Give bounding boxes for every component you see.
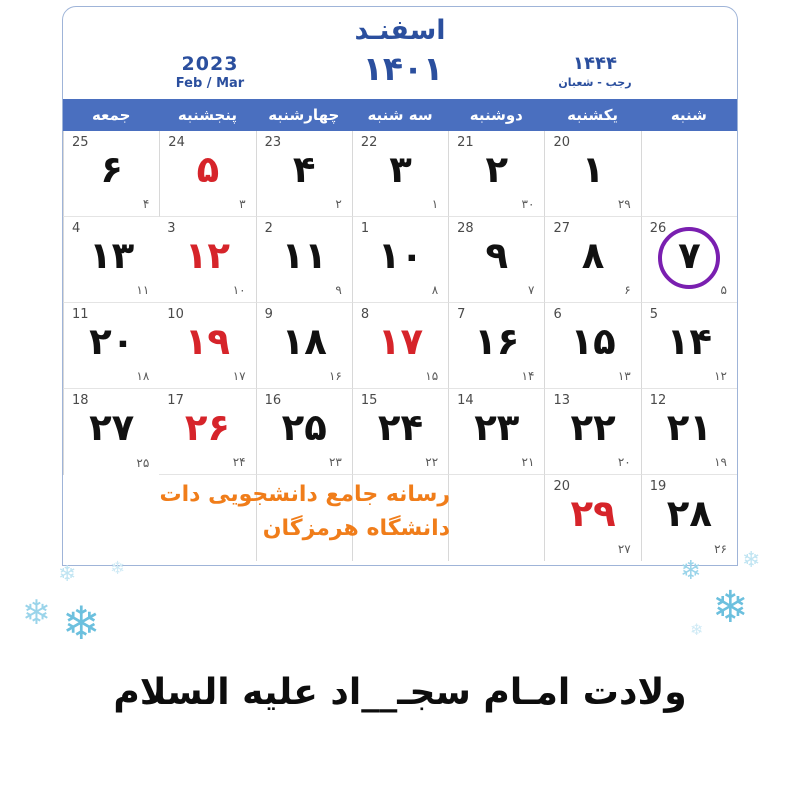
hijri-day-number: ۱۰ xyxy=(232,283,246,297)
jalali-day-number: ۱۸ xyxy=(281,320,327,363)
jalali-day-number: ۲۲ xyxy=(570,406,616,449)
hijri-day-number: ۱۸ xyxy=(136,369,150,383)
jalali-year: ۱۴۰۱ xyxy=(362,49,444,88)
gregorian-day-number: 8 xyxy=(360,307,370,322)
day-cell[interactable] xyxy=(544,217,640,303)
gregorian-day-number: 24 xyxy=(168,135,185,150)
day-cell[interactable] xyxy=(63,303,159,389)
weekday-cell: شنبه xyxy=(670,106,707,124)
jalali-day-number: ۷ xyxy=(678,234,701,277)
year-row xyxy=(63,51,737,93)
jalali-day-number: ۱۹ xyxy=(184,320,231,363)
hijri-day-number: ۳۰ xyxy=(521,197,535,211)
day-cell[interactable] xyxy=(159,131,255,217)
gregorian-day-number: 17 xyxy=(167,393,184,408)
gregorian-day-number: 10 xyxy=(167,307,184,322)
hijri-day-number: ۲ xyxy=(335,197,342,211)
snowflake-icon: ❄ xyxy=(62,596,101,650)
gregorian-day-number: 2 xyxy=(264,221,273,236)
jalali-day-number: ۲۶ xyxy=(184,406,231,449)
weekday-cell: سه شنبه xyxy=(367,106,433,124)
day-cell[interactable] xyxy=(448,217,544,303)
gregorian-year: 2023 xyxy=(181,53,239,75)
hijri-day-number: ۴ xyxy=(142,197,150,211)
gregorian-day-number: 13 xyxy=(553,393,570,408)
gregorian-day-number: 27 xyxy=(553,221,570,236)
jalali-day-number: ۵ xyxy=(196,148,220,191)
jalali-day-number: ۱۰ xyxy=(377,234,424,277)
gregorian-day-number: 15 xyxy=(360,393,378,408)
watermark-line-2: دانشگاه هرمزگان xyxy=(262,516,450,542)
watermark-line-1: رسانه جامع دانشجویی دات xyxy=(159,482,450,507)
weekday-cell: چهارشنبه xyxy=(268,106,340,124)
day-cell[interactable] xyxy=(641,475,737,561)
gregorian-day-number: 23 xyxy=(264,135,282,150)
bottom-caption: ولادت امـام سجـ__اد علیه السلام xyxy=(113,672,687,713)
hijri-day-number: ۵ xyxy=(720,283,727,297)
day-cell[interactable] xyxy=(159,217,255,303)
day-cell[interactable] xyxy=(641,389,737,475)
gregorian-day-number: 20 xyxy=(553,479,570,494)
hijri-day-number: ۲۹ xyxy=(617,197,631,211)
gregorian-day-number: 14 xyxy=(457,393,474,408)
gregorian-months: Feb / Mar xyxy=(175,76,245,91)
jalali-day-number: ۲۷ xyxy=(89,406,135,449)
day-cell[interactable] xyxy=(641,217,737,303)
day-cell[interactable] xyxy=(256,131,352,217)
jalali-day-number: ۹ xyxy=(485,234,509,277)
gregorian-year-block xyxy=(135,53,285,91)
hijri-day-number: ۲۰ xyxy=(617,455,631,469)
gregorian-day-number: 6 xyxy=(553,307,562,322)
jalali-day-number: ۱۶ xyxy=(474,320,520,363)
hijri-day-number: ۱ xyxy=(431,197,439,211)
month-title: اسفنـد xyxy=(354,15,446,46)
gregorian-day-number: 4 xyxy=(72,221,81,236)
jalali-day-number: ۲۴ xyxy=(377,406,424,449)
weekday-cell: یکشنبه xyxy=(567,106,619,124)
hijri-day-number: ۱۶ xyxy=(328,369,342,383)
day-cell[interactable] xyxy=(159,303,255,389)
gregorian-day-number: 20 xyxy=(553,135,570,150)
weekday-cell: جمعه xyxy=(91,106,131,124)
day-cell[interactable] xyxy=(448,303,544,389)
snowflake-icon: ❄ xyxy=(58,562,77,587)
gregorian-day-number: 11 xyxy=(72,307,89,322)
snowflake-icon: ❄ xyxy=(712,582,749,633)
day-cell[interactable] xyxy=(641,303,737,389)
gregorian-day-number: 9 xyxy=(264,307,273,322)
day-cell[interactable] xyxy=(256,217,352,303)
hijri-day-number: ۱۷ xyxy=(232,369,246,383)
hijri-day-number: ۲۶ xyxy=(714,542,727,556)
snowflake-icon: ❄ xyxy=(690,620,704,639)
hijri-day-number: ۲۲ xyxy=(425,455,439,469)
jalali-day-number: ۴ xyxy=(292,148,316,191)
hijri-day-number: ۱۹ xyxy=(714,455,727,469)
gregorian-day-number: 16 xyxy=(264,393,282,408)
day-cell[interactable] xyxy=(352,217,448,303)
hijri-day-number: ۶ xyxy=(624,283,631,297)
gregorian-day-number: 19 xyxy=(649,479,667,494)
jalali-day-number: ۲۹ xyxy=(570,492,616,535)
snowflake-icon: ❄ xyxy=(742,548,761,573)
day-cell[interactable] xyxy=(544,475,640,561)
gregorian-day-number: 26 xyxy=(649,221,667,236)
gregorian-day-number: 1 xyxy=(360,221,370,236)
day-cell[interactable] xyxy=(544,303,640,389)
jalali-day-number: ۲۳ xyxy=(474,406,520,449)
jalali-day-number: ۲۵ xyxy=(281,406,327,449)
hijri-day-number: ۸ xyxy=(431,283,439,297)
snowflake-icon: ❄ xyxy=(680,556,702,586)
jalali-day-number: ۸ xyxy=(581,234,605,277)
weekday-cell: پنجشنبه xyxy=(177,106,238,124)
watermark xyxy=(30,478,450,546)
snowflake-icon: ❄ xyxy=(22,593,51,633)
day-cell-empty xyxy=(448,475,544,561)
gregorian-day-number: 3 xyxy=(167,221,176,236)
snowflake-icon: ❄ xyxy=(110,558,126,579)
jalali-day-number: ۳ xyxy=(389,148,412,191)
day-cell[interactable] xyxy=(63,389,159,475)
day-cell[interactable] xyxy=(352,131,448,217)
hijri-day-number: ۱۴ xyxy=(521,369,535,383)
gregorian-day-number: 22 xyxy=(360,135,378,150)
jalali-day-number: ۱ xyxy=(581,148,605,191)
day-cell[interactable] xyxy=(63,217,159,303)
hijri-day-number: ۱۱ xyxy=(136,283,150,297)
hijri-year: ۱۴۴۴ xyxy=(573,53,617,74)
day-cell[interactable] xyxy=(448,389,544,475)
gregorian-day-number: 28 xyxy=(457,221,474,236)
day-cell[interactable] xyxy=(352,303,448,389)
day-cell[interactable] xyxy=(256,389,352,475)
hijri-day-number: ۱۵ xyxy=(425,369,439,383)
jalali-day-number: ۲۰ xyxy=(89,320,135,363)
jalali-day-number: ۱۳ xyxy=(89,234,135,277)
day-cell[interactable] xyxy=(544,131,640,217)
jalali-day-number: ۱۷ xyxy=(377,320,424,363)
hijri-day-number: ۲۷ xyxy=(617,542,631,556)
jalali-day-number: ۲۸ xyxy=(666,492,712,535)
hijri-day-number: ۹ xyxy=(335,283,342,297)
jalali-day-number: ۱۵ xyxy=(570,320,616,363)
weekday-cell: دوشنبه xyxy=(469,106,523,124)
weekday-header xyxy=(63,99,737,131)
gregorian-day-number: 25 xyxy=(72,135,89,150)
gregorian-day-number: 18 xyxy=(72,393,89,408)
jalali-day-number: ۶ xyxy=(100,148,123,191)
gregorian-day-number: 21 xyxy=(457,135,474,150)
day-cell[interactable] xyxy=(256,303,352,389)
hijri-day-number: ۱۲ xyxy=(714,369,727,383)
day-cell[interactable] xyxy=(352,389,448,475)
jalali-day-number: ۱۲ xyxy=(184,234,231,277)
day-cell[interactable] xyxy=(63,131,159,217)
jalali-day-number: ۱۴ xyxy=(666,320,712,363)
jalali-day-number: ۱۱ xyxy=(281,234,327,277)
hijri-day-number: ۷ xyxy=(527,283,535,297)
jalali-year-block xyxy=(308,49,498,88)
hijri-day-number: ۱۳ xyxy=(617,369,631,383)
gregorian-day-number: 5 xyxy=(649,307,658,322)
jalali-day-number: ۲ xyxy=(485,148,509,191)
hijri-day-number: ۲۵ xyxy=(136,456,150,470)
day-cell-empty xyxy=(641,131,737,217)
hijri-day-number: ۲۳ xyxy=(328,455,342,469)
day-cell[interactable] xyxy=(159,389,255,475)
gregorian-day-number: 12 xyxy=(649,393,667,408)
hijri-year-block xyxy=(515,53,675,89)
hijri-months: رجب - شعبان xyxy=(558,76,632,89)
day-cell[interactable] xyxy=(448,131,544,217)
jalali-day-number: ۲۱ xyxy=(666,406,712,449)
gregorian-day-number: 7 xyxy=(457,307,466,322)
hijri-day-number: ۳ xyxy=(239,197,246,211)
hijri-day-number: ۲۱ xyxy=(521,455,535,469)
hijri-day-number: ۲۴ xyxy=(232,455,246,469)
day-cell[interactable] xyxy=(544,389,640,475)
